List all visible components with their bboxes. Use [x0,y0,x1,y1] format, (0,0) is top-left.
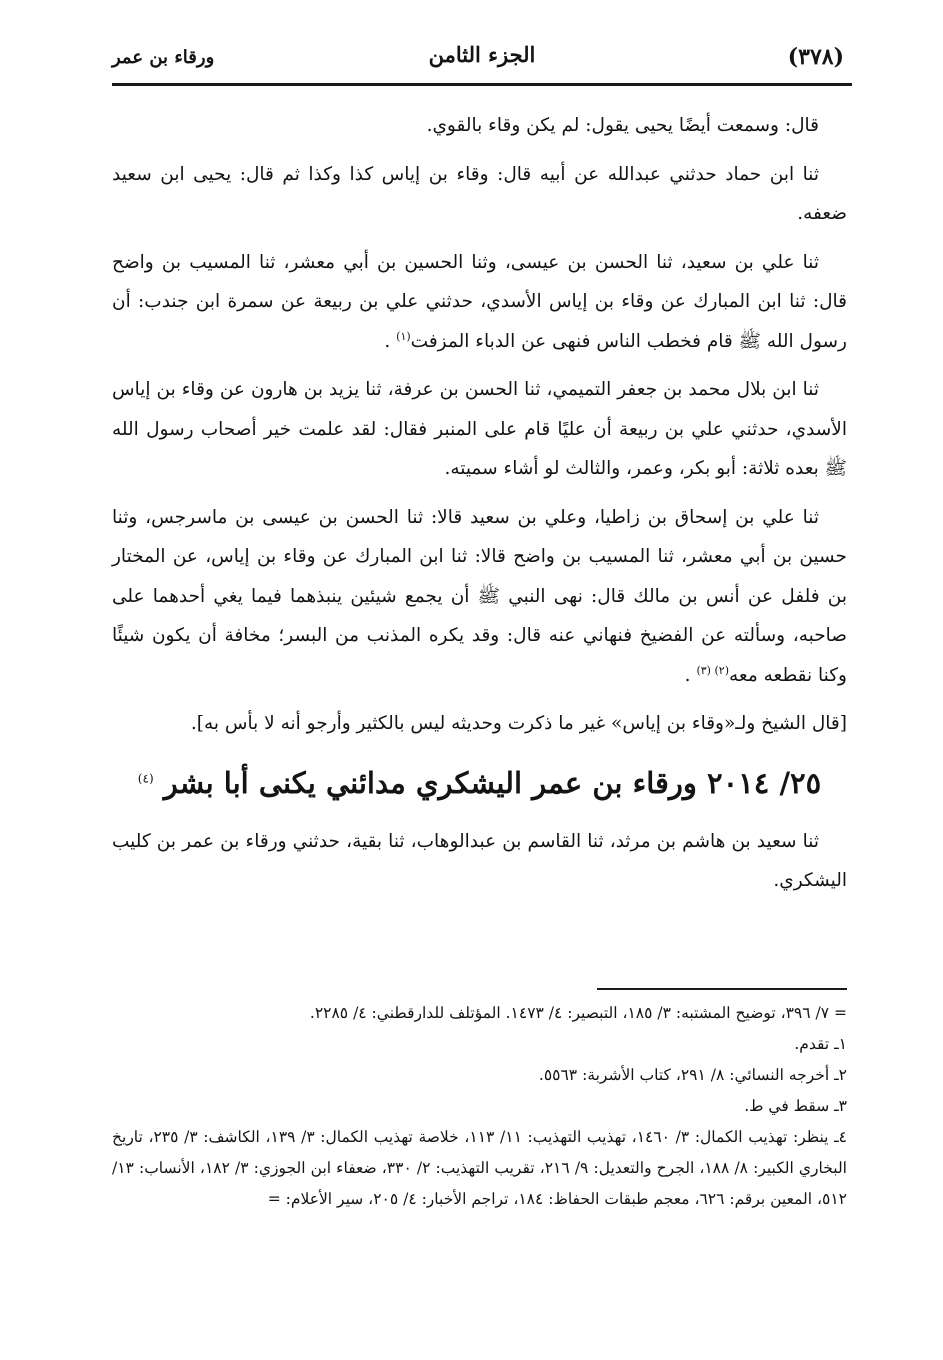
paragraph: ثنا علي بن سعيد، ثنا الحسن بن عيسى، وثنا الحسين بن أبي معشر، ثنا المسيب بن واضح قال: ثنا ابن المبارك عن وقاء بن إياس الأسدي، حدثني علي بن ربيعة عن سمرة ابن جندب: أن رسول الله ﷺ قام فخطب الناس فنهى عن الدباء المزفت$^{(١)}$ . [112,251,847,352]
entry-number: ٢٥/ ٢٠١٤ [707,765,822,800]
footnote: ١ـ تقدم. [794,1035,847,1053]
entry-title: ورقاء بن عمر اليشكري مدائني يكنى أبا بشر [163,765,697,800]
paragraph-editor-note: [قال الشيخ ولـ«وقاء بن إياس» غير ما ذكرت وحديثه ليس بالكثير وأرجو أنه لا بأس به]. [190,713,847,734]
page-number: (٣٧٨) [787,44,844,70]
volume-title: الجزء الثامن [428,42,536,67]
footnote: ٢ـ أخرجه النسائي: ٨/ ٢٩١، كتاب الأشربة: ٥٥٦٣. [538,1066,847,1084]
paragraph: ثنا علي بن إسحاق بن زاطيا، وعلي بن سعيد قالا: ثنا الحسن بن عيسى بن ماسرجس، وثنا حسين بن أبي معشر، ثنا المسيب بن واضح قالا: ثنا ابن المبارك عن وقاء بن إياس، عن المختار بن فلفل عن أنس بن مالك قال: نهى النبي ﷺ أن يجمع شيئين ينبذهما فيما يغي أحدهما على صاحبه، وسألته عن الفضيخ فنهاني عنه قال: وقد يكره المذنب من البسر؛ مخافة أن يكون شيئًا وكنا نقطعه معه$^{(٢) (٣)}$ . [112,506,847,686]
entry-heading [112,753,847,813]
paragraph: ثنا سعيد بن هاشم بن مرثد، ثنا القاسم بن عبدالوهاب، ثنا بقية، حدثني ورقاء بن عمر بن كليب اليشكري. [112,830,847,891]
footnote-ref: (٤) [137,770,154,785]
paragraph: ثنا ابن بلال محمد بن جعفر التميمي، ثنا الحسن بن عرفة، ثنا يزيد بن هارون عن وقاء بن إياس الأسدي، حدثني علي بن ربيعة أن عليًا قام على المنبر فقال: لقد علمت خير أصحاب رسول الله ﷺ بعده ثلاثة: أبو بكر، وعمر، والثالث لو أشاء سميته. [112,379,847,479]
paragraph: قال: وسمعت أيضًا يحيى يقول: لم يكن وقاء بالقوي. [426,115,819,136]
footnote: = ٧/ ٣٩٦، توضيح المشتبه: ٣/ ١٨٥، التبصير: ٤/ ١٤٧٣. المؤتلف للدارقطني: ٤/ ٢٢٨٥. [309,1004,847,1022]
paragraph: ثنا ابن حماد حدثني عبدالله عن أبيه قال: وقاء بن إياس كذا وكذا ثم قال: يحيى ابن سعيد ضعفه. [112,163,847,224]
footnote: ٣ـ سقط في ط. [744,1097,847,1115]
header-rule [112,83,852,86]
footnote-rule [597,988,847,990]
footnote-ref: (١) [396,329,411,343]
footnote: ٤ـ ينظر: تهذيب الكمال: ٣/ ١٤٦٠، تهذيب التهذيب: ١١/ ١١٣، خلاصة تهذيب الكمال: ٣/ ١٣٩، الكاشف: ٣/ ٢٣٥، تاريخ البخاري الكبير: ٨/ ١٨٨، الجرح والتعديل: ٩/ ٢١٦، تقريب التهذيب: ٢/ ٣٣٠، ضعفاء ابن الجوزي: ٣/ ١٨٢، الأنساب: ١٣/ ٥١٢، المعين برقم: ٦٢٦، معجم طبقات الحفاظ: ١٨٤، تراجم الأخبار: ٤/ ٢٠٥، سير الأعلام: = [112,1128,847,1208]
footnotes [112,998,847,1215]
main-text [112,106,847,910]
page-header [112,38,852,86]
footnote-ref: (٢) (٣) [696,663,729,677]
entry-running-head: ورقاء بن عمر [112,47,215,68]
